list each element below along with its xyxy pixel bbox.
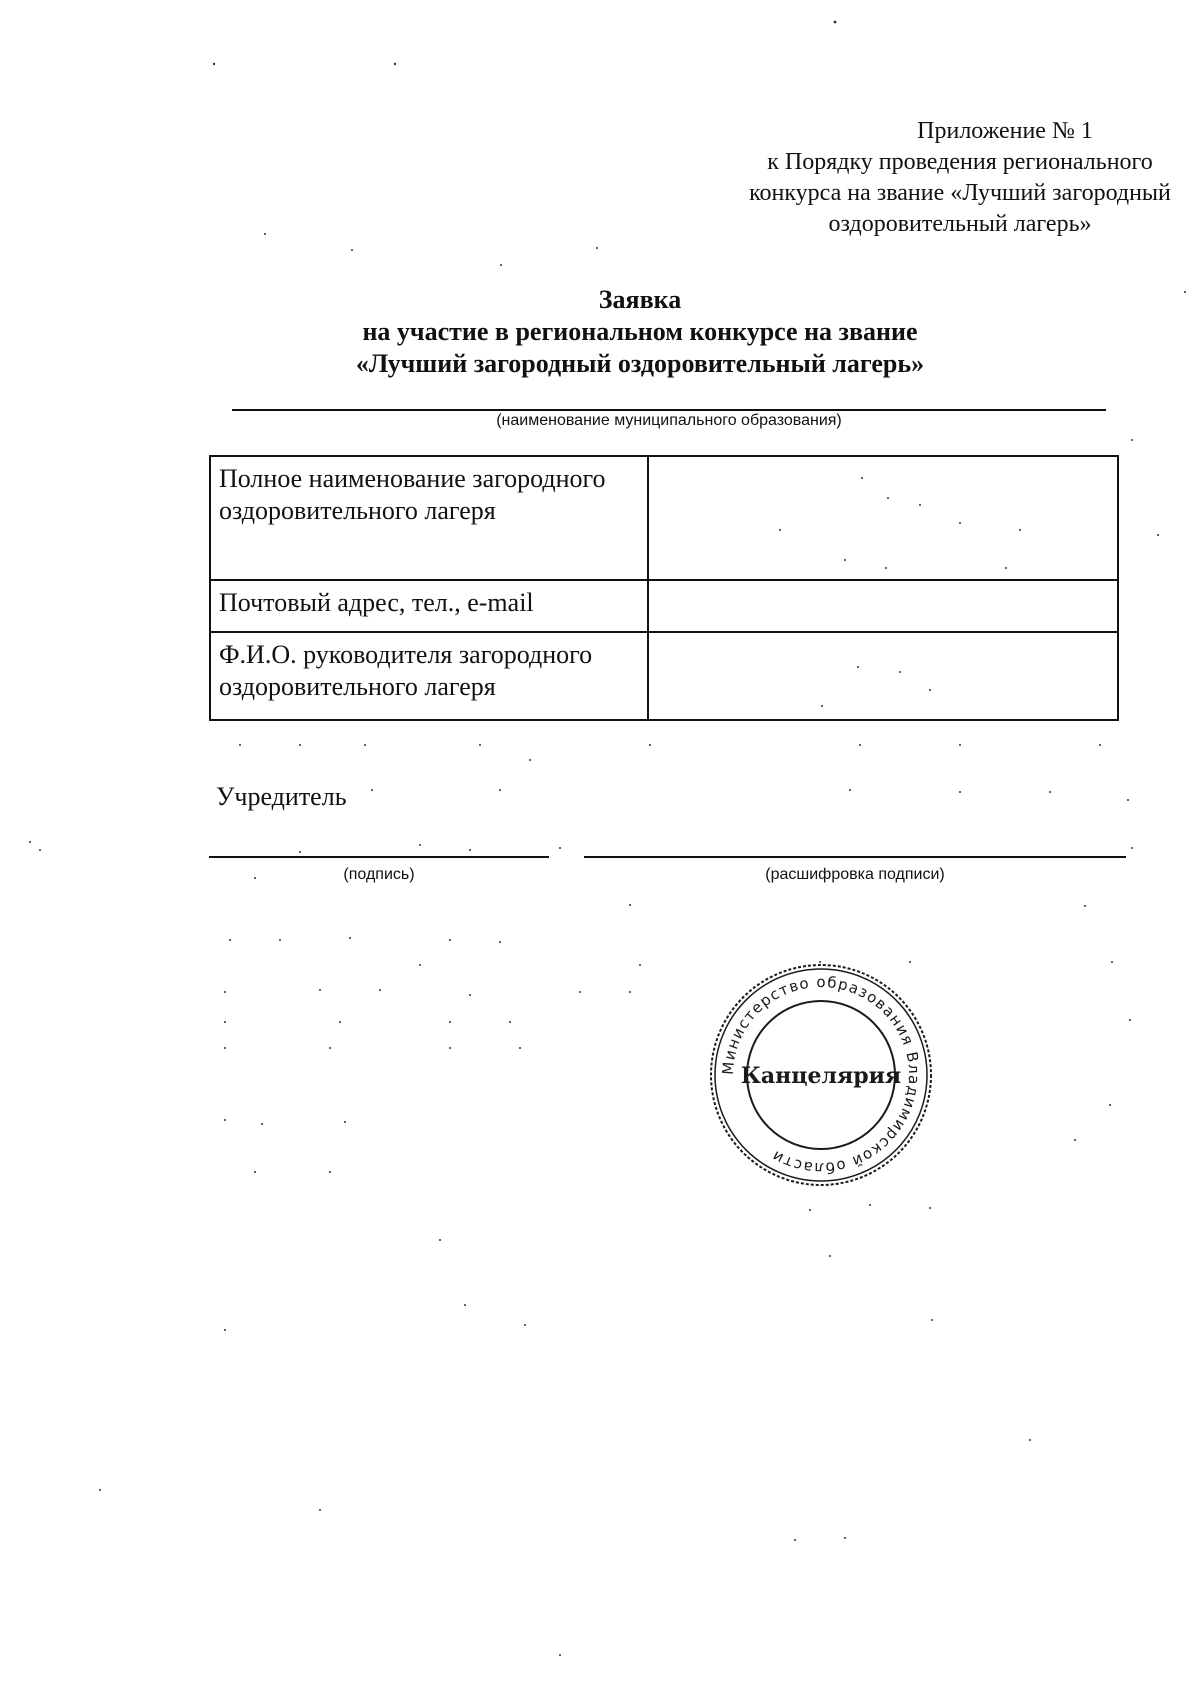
postal-address-label: Почтовый адрес, тел., e-mail xyxy=(210,580,648,632)
appendix-line-3: конкурса на звание «Лучший загородный xyxy=(749,180,1171,206)
camp-name-value[interactable] xyxy=(648,456,1118,580)
title-line-1: Заявка xyxy=(598,285,682,314)
table-row xyxy=(210,580,1118,632)
appendix-number: Приложение № 1 xyxy=(917,118,1093,144)
title-line-3: «Лучший загородный оздоровительный лагерь» xyxy=(355,349,925,378)
stamp-center-text: Канцелярия xyxy=(740,1063,902,1089)
director-name-value[interactable] xyxy=(648,632,1118,720)
title-line-2: на участие в региональном конкурсе на звание xyxy=(362,317,918,346)
appendix-line-4: оздоровительный лагерь» xyxy=(828,211,1092,237)
document-title xyxy=(300,284,980,380)
founder-label: Учредитель xyxy=(216,782,347,811)
camp-info-table xyxy=(209,455,1119,721)
official-stamp xyxy=(708,962,934,1188)
stamp-ring-text: Министерство образования Владимирской области xyxy=(718,972,924,1178)
signature-decoding-caption: (расшифровка подписи) xyxy=(765,866,945,883)
signature-decoding-field[interactable] xyxy=(584,856,1126,858)
table-row xyxy=(210,632,1118,720)
appendix-header xyxy=(740,116,1180,240)
municipality-caption: (наименование муниципального образования) xyxy=(496,412,842,429)
appendix-line-2: к Порядку проведения регионального xyxy=(767,149,1153,175)
director-name-label: Ф.И.О. руководителя загородного оздоровительного лагеря xyxy=(210,632,648,720)
signature-field[interactable] xyxy=(209,856,549,858)
camp-name-label: Полное наименование загородного оздоровительного лагеря xyxy=(210,456,648,580)
table-row xyxy=(210,456,1118,580)
postal-address-value[interactable] xyxy=(648,580,1118,632)
municipality-field[interactable] xyxy=(232,409,1106,411)
signature-caption: (подпись) xyxy=(343,866,415,883)
